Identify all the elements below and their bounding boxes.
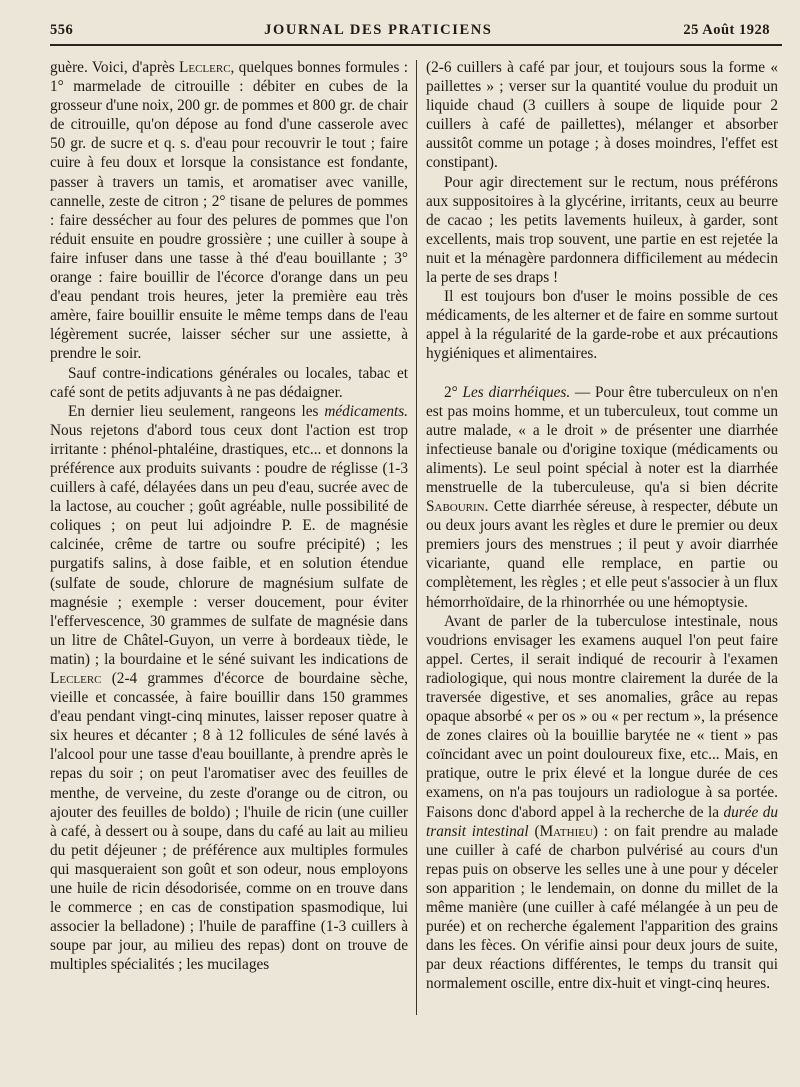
paragraph-medicaments: En dernier lieu seulement, rangeons les médicaments. Nous rejetons d'abord tous ceux dont l'action est trop irritante : phénol-phtaléine, drastiques, etc... et donnons la préférence aux produits suivants : poudre de réglisse (1-3 cuillers à café, délayées dans un peu d'eau, sucrée avec de la lactose, au coucher ; goût agréable, nulle possibilité de coliques ; on peut lui adjoindre P. E. de magnésie calcinée, crême de tartre ou soufre précipité) ; les purgatifs salins, à dose faible, et en solution étendue (sulfate de soude, chlorure de magnésium sulfate de magnésie ; exemple : verser doucement, pour éviter l'effervescence, 30 grammes de sulfate de magnésie dans un litre de Châtel-Guyon, un verre à bordeaux tiède, le matin) ; la bourdaine et le séné suivant les indications de Leclerc (2-4 grammes d'écorce de bourdaine sèche, vieille et concassée, à faire bouillir dans 150 grammes d'eau pendant vingt-cinq minutes, laisser reposer quatre à six heures et décanter ; 8 à 12 follicules de séné lavés à l'alcool pour une tasse d'eau bouillante, à prendre après le repas du soir ; on peut l'aromatiser avec des feuilles de menthe, de verveine, du zeste d'orange ou de citron, ou ajouter des feuilles de boldo) ; l'huile de ricin (une cuiller à café, à dessert ou à soupe, dans du café au lait au milieu du petit déjeuner ; de préférence aux multiples formules qui masqueraient son goût et son odeur, nous employons une huile de ricin désodorisée, comme on en trouve dans le commerce ; en cas de constipation spasmodique, lui associer la belladone) ; l'huile de paraffine (1-3 cuillers à soupe par jour, au milieu des repas) dont on trouve de multiples spécialités ; les mucilages (50, 402, 408, 974)
paragraph-hygiene: Il est toujours bon d'user le moins possible de ces médicaments, de les alterner et de faire en somme surtout appel à la régularité de la garde-robe et aux précautions hygiéniques et alimentaires. (426, 288, 778, 363)
author-name: Sabourin (426, 498, 485, 516)
paragraph-transit: Avant de parler de la tuberculose intestinale, nous voudrions envisager les examens auquel l'on peut faire appel. Certes, il serait indiqué de recourir à l'examen radiologique, qui nous montre clairement la durée de la traversée digestive, et ses anomalies, grâce au repas opaque absorbé « per os » ou « per rectum », la présence de zones claires où la bouillie barytée ne « tient » pas coïncidant avec un point douloureux fixe, etc... Mais, en pratique, outre le prix élevé et la longue durée de ces examens, on n'a pas toujours un radiologue à sa portée. Faisons donc d'abord appel à la recherche de la durée du transit intestinal (Mathieu) : on fait prendre au malade une cuiller à café de charbon pulvérisé au cours d'un repas puis on observe les selles une à une pour y déceler son apparition ; le lendemain, on donne du millet de la même manière (une cuiller à café mélangée à un peu de purée) et on recherche également l'apparition des grains dans les fèces. On vérifie ainsi pour deux jours de suite, par deux réactions différentes, le temps du transit qui normalement oscille, entre dix-huit et vingt-cinq heures. (426, 612, 778, 993)
issue-date: 25 Août 1928 (683, 21, 770, 38)
journal-title: JOURNAL DES PRATICIENS (264, 21, 493, 38)
page-header (50, 18, 770, 42)
paragraph-adjuvants: Sauf contre-indications générales ou locales, tabac et café sont de petits adjuvants à ne pas dédaigner. (50, 364, 408, 401)
author-name: Mathieu (539, 822, 593, 840)
paragraph-rectum: Pour agir directement sur le rectum, nous préférons aux suppositoires à la glycérine, irritants, ceux au beurre de cacao ; les petits lavements huileux, à garder, sont excellents, mais trop souvent, une partie en est rejetée la nuit et la ménagère pardonnera difficilement au médecin la perte de ses draps ! (426, 173, 778, 287)
right-column (426, 58, 778, 1068)
paragraph-mucilages: (2-6 cuillers à café par jour, et toujours sous la forme « paillettes » ; verser sur la quantité voulue du produit un liquide chaud (3 cuillers à soupe de liquide pour 2 cuillers à café de paillettes), mélanger et absorber aussitôt comme un potage ; à doses moindres, l'effet est constipant). (426, 59, 778, 172)
page-number: 556 (50, 21, 74, 38)
left-column (50, 58, 408, 1068)
author-name: Leclerc (179, 59, 231, 76)
section-heading: Les diarrhéiques. (462, 383, 571, 401)
header-rule (50, 44, 782, 46)
author-name: Leclerc (50, 670, 102, 687)
paragraph-diarrheiques: 2° Les diarrhéiques. — Pour être tuberculeux on n'en est pas moins homme, et un tuberculeux, tout comme un autre malade, « a le droit » de présenter une diarrhée infectieuse banale ou d'origine toxique (médicaments ou aliments). Le seul point spécial à noter est la diarrhée menstruelle de la tuberculeuse, qu'a si bien décrite Sabourin. Cette diarrhée séreuse, à respecter, débute un ou deux jours avant les règles et dure le premier ou deux premiers jours des menstrues ; il peut y avoir diarrhée vicariante, quand elle remplace, en partie ou complètement, les règles ; et elle peut s'associer à un flux hémorrhoïdaire, de la rhinorrhée ou une hémoptysie. (426, 383, 778, 611)
column-divider (416, 60, 417, 1015)
paragraph-formules: guère. Voici, d'après Leclerc, quelques bonnes formules : 1° marmelade de citrouille : débiter en cubes de la grosseur d'une noix, 200 gr. de pommes et 800 gr. de chair de citrouille, qu'on dépose au fond d'une casserole avec 50 gr. de sucre et q. s. d'eau pour recouvrir le tout ; faire cuire à feu doux et lorsque la consistance est fondante, passer à travers un tamis, et aromatiser avec vanille, cannelle, zeste de citron ; 2° tisane de pelures de pommes : faire dessécher au four des pelures de pommes que l'on réduit ensuite en poudre grossière ; une cuiller à soupe à faire infuser dans une tasse à thé d'eau bouillante ; 3° orange : faire bouillir de l'écorce d'orange dans un peu d'eau pendant trois heures, jeter la première eau très amère, faire bouillir ensuite le même temps dans de l'eau légèrement sucrée, laisser sécher sur une assiette, à prendre le soir. (50, 59, 408, 363)
